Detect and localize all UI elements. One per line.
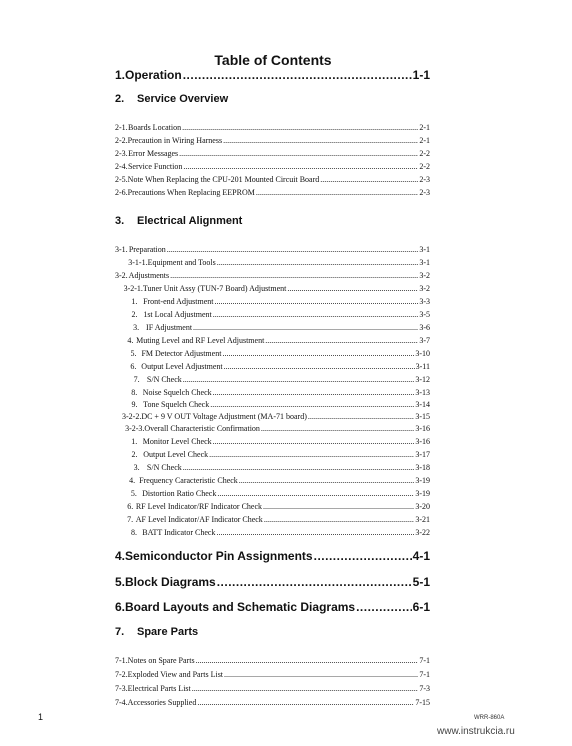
dot-leader [217,489,414,498]
entry-number: 6. [130,362,137,371]
entry-number: 2. [131,310,138,319]
entry-page: 3-19 [415,476,430,485]
dot-leader [183,162,418,171]
toc-item[interactable] [115,388,430,397]
entry-number: 2-3. [115,149,128,158]
entry-page: 3-14 [415,400,430,409]
entry-page: 3-1 [419,245,430,254]
entry-number: 2-6. [115,188,128,197]
entry-title: Precautions When Replacing EEPROM [127,188,255,197]
entry-page: 2-3 [419,188,430,197]
dot-leader [217,258,419,267]
dot-leader [167,245,419,254]
toc-entry-2-1[interactable] [115,123,430,132]
toc-chapter-1[interactable] [115,68,430,82]
entry-title: RF Level Indicator/RF Indicator Check [135,502,263,511]
entry-title: Adjustments [128,271,170,280]
entry-number: 3. [133,323,140,332]
chapter-number: 1. [115,68,126,82]
toc-item[interactable] [115,375,430,384]
dot-leader [356,600,412,614]
dot-leader [217,575,412,589]
toc-item[interactable] [115,323,430,332]
dot-leader [213,437,415,446]
chapter-number: 4. [115,549,126,563]
dot-leader [265,336,418,345]
entry-number: 9. [131,400,138,409]
chapter-page: 6-1 [412,600,430,614]
toc-entry-3-1[interactable] [115,245,430,254]
toc-entry-2-4[interactable] [115,162,430,171]
entry-number: 8. [131,388,138,397]
entry-number: 2-4. [115,162,128,171]
entry-page: 3-10 [415,349,431,358]
dot-leader [216,528,414,537]
chapter-page: 1-1 [412,68,430,82]
toc-entry-3-2-1[interactable] [115,284,430,293]
dot-leader [256,188,418,197]
entry-title: Monitor Level Check [142,437,212,446]
entry-page: 2-2 [419,149,430,158]
entry-number: 5. [130,489,137,498]
entry-page: 3-6 [419,323,430,332]
entry-number: 4. [129,476,136,485]
entry-number: 7-1. [115,656,128,665]
model-code: WRR-860A [474,715,505,721]
entry-page: 3-16 [415,437,430,446]
entry-page: 3-13 [415,388,430,397]
dot-leader [213,388,415,397]
entry-number: 7-2. [115,670,128,679]
entry-number: 1. [131,297,138,306]
dot-leader [224,670,418,679]
entry-page: 7-15 [415,698,430,707]
chapter-title: Electrical Alignment [137,215,243,227]
entry-title: Overall Characteristic Confirmation [144,424,260,433]
entry-title: Note When Replacing the CPU-201 Mounted Circuit Board [127,175,320,184]
entry-number: 1. [131,437,138,446]
toc-item[interactable] [115,336,430,345]
toc-entry-7-2[interactable] [115,670,430,679]
toc-entry-2-3[interactable] [115,149,430,158]
dot-leader [210,400,414,409]
entry-number: 2-5. [115,175,128,184]
entry-title: Output Level Check [143,450,209,459]
entry-number: 7. [133,375,140,384]
toc-item[interactable] [115,502,430,511]
entry-page: 2-3 [419,175,430,184]
toc-entry-3-2[interactable] [115,271,430,280]
entry-page: 2-1 [419,123,430,132]
entry-title: IF Adjustment [146,323,193,332]
dot-leader [263,502,414,511]
chapter-number: 5. [115,575,126,589]
dot-leader [239,476,415,485]
dot-leader [209,450,414,459]
watermark-link[interactable]: www.instrukcia.ru [437,726,515,737]
dot-leader [287,284,418,293]
chapter-page: 4-1 [412,549,430,563]
entry-title: Front-end Adjustment [143,297,214,306]
dot-leader [308,412,414,421]
entry-page: 3-1 [419,258,430,267]
entry-title: Output Level Adjustment [141,362,223,371]
toc-entry-3-2-3[interactable] [115,424,430,433]
entry-title: BATT Indicator Check [142,528,216,537]
dot-leader [197,698,414,707]
dot-leader [224,362,415,371]
entry-title: FM Detector Adjustment [141,349,222,358]
toc-item[interactable] [115,437,430,446]
chapter-title: Board Layouts and Schematic Diagrams [125,600,356,614]
chapter-title: Service Overview [137,93,229,105]
dot-leader [170,271,418,280]
entry-number: 6. [127,502,134,511]
chapter-number: 7. [115,626,125,638]
toc-item[interactable] [115,400,430,409]
entry-page: 3-22 [415,528,431,537]
toc-chapter-6[interactable] [115,600,430,614]
toc-item[interactable] [115,476,430,485]
toc-chapter-3[interactable] [115,215,242,227]
entry-number: 3-2-1. [123,284,143,293]
chapter-title: Block Diagrams [125,575,216,589]
entry-title: Tuner Unit Assy (TUN-7 Board) Adjustment [142,284,287,293]
dot-leader [264,515,415,524]
toc-item[interactable] [115,489,430,498]
entry-title: Distortion Ratio Check [142,489,217,498]
toc-item[interactable] [115,362,430,371]
dot-leader [320,175,418,184]
entry-page: 3-2 [419,271,430,280]
entry-page: 7-1 [419,656,430,665]
entry-page: 2-1 [419,136,430,145]
entry-number: 3-2-2. [121,412,142,421]
entry-page: 3-20 [415,502,431,511]
page-number: 1 [38,712,44,722]
dot-leader [213,310,419,319]
entry-number: 7-3. [115,684,128,693]
entry-title: Accessories Supplied [127,698,197,707]
entry-title: Precaution in Wiring Harness [127,136,223,145]
entry-page: 7-3 [419,684,430,693]
chapter-number: 6. [115,600,126,614]
page-title: Table of Contents [214,52,332,68]
entry-number: 3-2-3. [125,424,145,433]
toc-item[interactable] [115,450,430,459]
entry-title: Tone Squelch Check [143,400,210,409]
toc-entry-3-2-2[interactable] [115,412,430,421]
toc-item[interactable] [115,297,430,306]
entry-title: Electrical Parts List [127,684,191,693]
entry-title: 1st Local Adjustment [143,310,212,319]
entry-title: Error Messages [128,149,179,158]
toc-chapter-4[interactable] [115,549,430,563]
entry-number: 7. [127,515,134,524]
entry-number: 7-4. [115,698,128,707]
entry-page: 3-3 [419,297,430,306]
toc-entry-3-1-1[interactable] [115,258,430,267]
toc-chapter-2[interactable] [115,93,228,105]
entry-number: 2. [131,450,138,459]
entry-number: 8. [130,528,137,537]
entry-number: 3. [133,463,140,472]
entry-page: 3-7 [419,336,430,345]
dot-leader [222,349,414,358]
entry-title: Notes on Spare Parts [127,656,195,665]
toc-item[interactable] [115,515,430,524]
entry-page: 3-5 [419,310,430,319]
entry-page: 3-11 [415,362,430,371]
toc-item[interactable] [115,310,430,319]
chapter-title: Spare Parts [137,626,199,638]
toc-entry-7-4[interactable] [115,698,430,707]
entry-title: Noise Squelch Check [142,388,212,397]
chapter-title: Operation [125,68,182,82]
dot-leader [183,68,412,82]
dot-leader [183,375,415,384]
dot-leader [196,656,419,665]
entry-title: Boards Location [128,123,182,132]
entry-page: 3-16 [415,424,430,433]
dot-leader [193,323,418,332]
entry-title: Frequency Caracteristic Check [139,476,238,485]
toc-chapter-7[interactable] [115,626,198,638]
chapter-title: Semiconductor Pin Assignments [125,549,313,563]
dot-leader [192,684,419,693]
entry-number: 3-2. [115,271,128,280]
toc-chapter-5[interactable] [115,575,430,589]
entry-page: 3-21 [415,515,430,524]
entry-title: Service Function [127,162,183,171]
entry-number: 3-1-1. [128,258,148,267]
toc-entry-7-1[interactable] [115,656,430,665]
chapter-page: 5-1 [412,575,430,589]
entry-page: 3-12 [415,375,430,384]
toc-entry-2-2[interactable] [115,136,430,145]
entry-title: Exploded View and Parts List [127,670,224,679]
entry-title: S/N Check [146,375,182,384]
entry-number: 2-2. [115,136,128,145]
entry-page: 3-18 [415,463,430,472]
toc-item[interactable] [115,528,430,537]
entry-title: DC + 9 V OUT Voltage Adjustment (MA-71 board) [141,412,307,421]
dot-leader [183,463,415,472]
toc-item[interactable] [115,463,430,472]
dot-leader [314,549,412,563]
dot-leader [215,297,419,306]
toc-entry-2-6[interactable] [115,188,430,197]
entry-page: 7-1 [419,670,430,679]
dot-leader [223,136,418,145]
entry-number: 4. [127,336,134,345]
entry-page: 3-17 [415,450,430,459]
entry-number: 2-1. [115,123,128,132]
entry-page: 3-2 [419,284,430,293]
dot-leader [179,149,418,158]
chapter-number: 2. [115,93,125,105]
entry-title: Preparation [128,245,166,254]
entry-page: 3-15 [415,412,430,421]
entry-title: S/N Check [146,463,182,472]
toc-entry-7-3[interactable] [115,684,430,693]
dot-leader [261,424,414,433]
entry-title: AF Level Indicator/AF Indicator Check [135,515,263,524]
entry-page: 3-19 [415,489,430,498]
toc-item[interactable] [115,349,430,358]
dot-leader [182,123,418,132]
entry-number: 3-1. [115,245,128,254]
entry-title: Equipment and Tools [147,258,216,267]
toc-entry-2-5[interactable] [115,175,430,184]
entry-number: 5. [130,349,137,358]
chapter-number: 3. [115,215,125,227]
entry-title: Muting Level and RF Level Adjustment [136,336,265,345]
entry-page: 2-2 [419,162,430,171]
